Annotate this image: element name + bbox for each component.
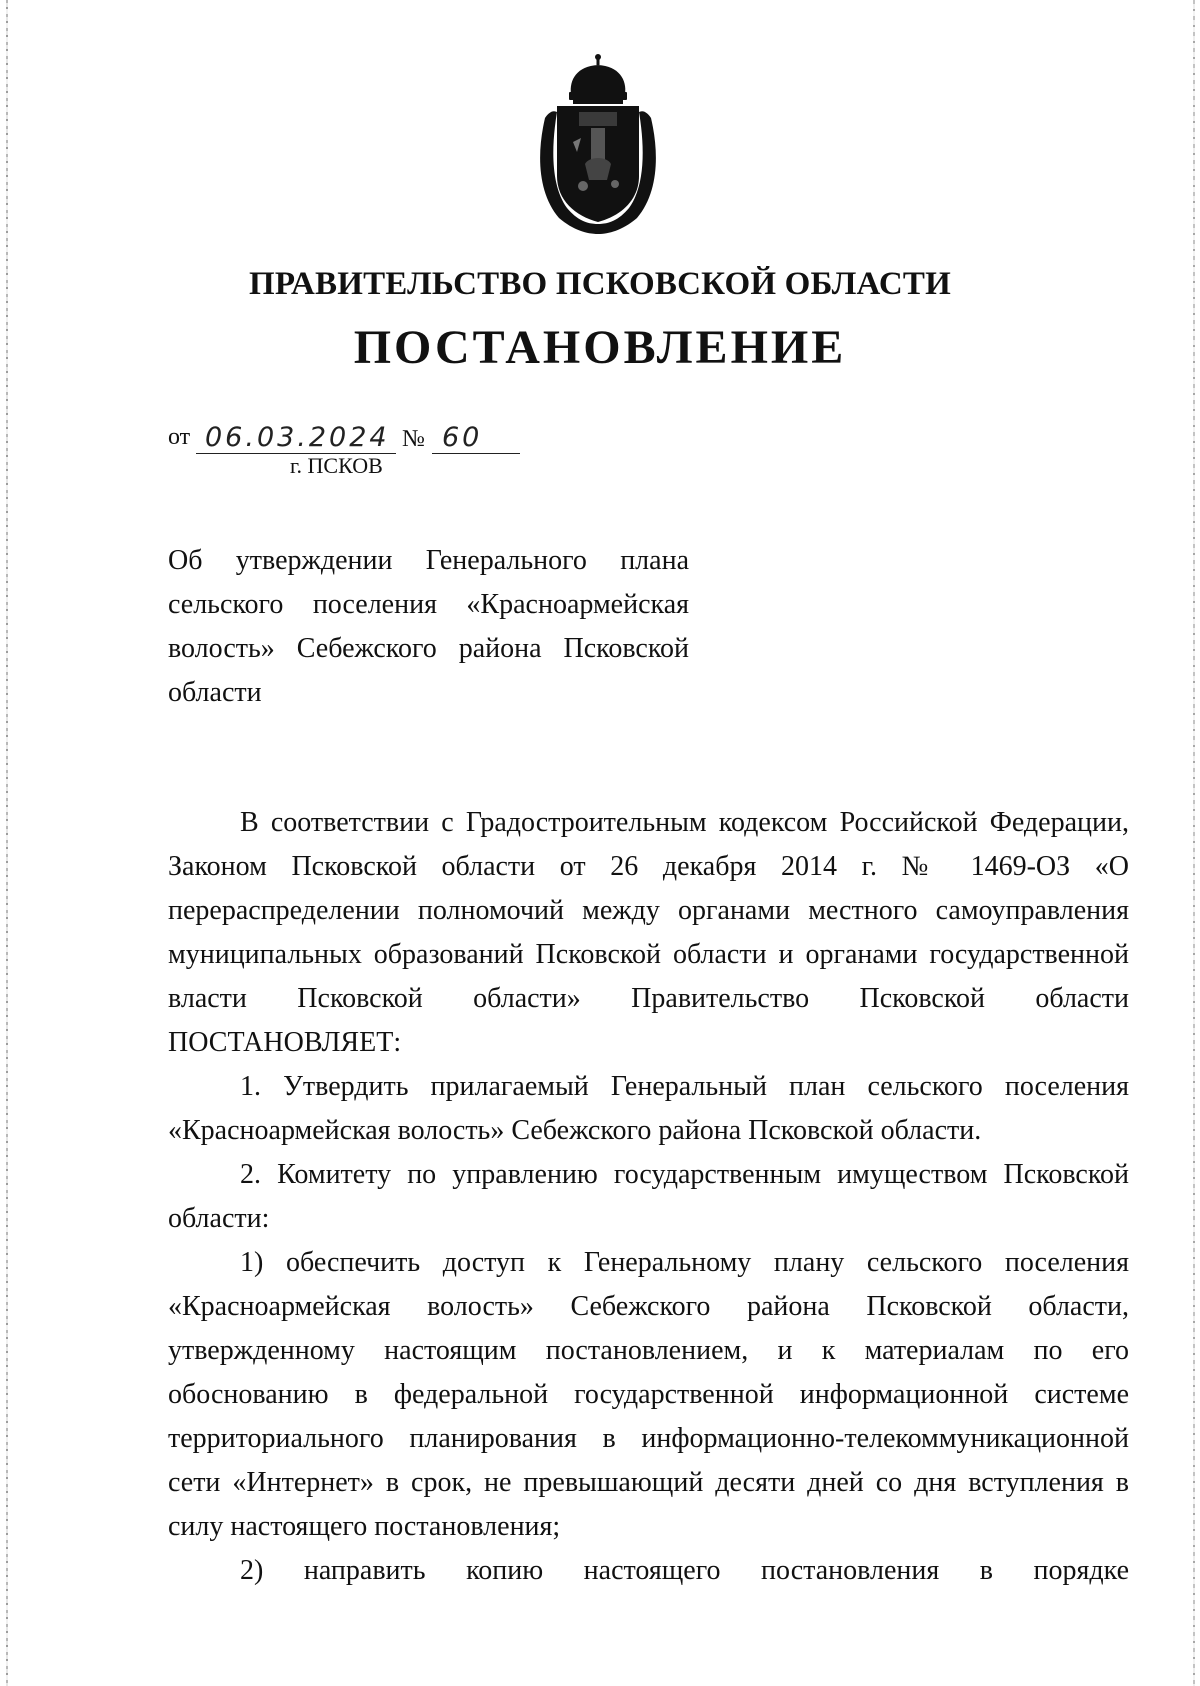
scan-edge-left	[6, 0, 8, 1686]
number-underline	[432, 453, 520, 454]
document-body	[168, 801, 1129, 1593]
paragraph-item-1: 1. Утвердить прилагаемый Генеральный план сельского поселения «Красноармейская волость» Себежского района Псковской области.	[168, 1071, 1129, 1146]
scan-edge-right	[1193, 0, 1195, 1686]
date-prefix: от	[168, 424, 191, 450]
document-date: 06.03.2024	[205, 422, 390, 453]
document-number: 60	[442, 422, 483, 453]
paragraph-item-2: 2. Комитету по управлению государственным имуществом Псковской области:	[168, 1159, 1129, 1234]
organization-title: ПРАВИТЕЛЬСТВО ПСКОВСКОЙ ОБЛАСТИ	[248, 266, 952, 302]
document-type: ПОСТАНОВЛЕНИЕ	[353, 321, 847, 374]
coat-of-arms-icon	[533, 52, 663, 236]
paragraph-preamble: В соответствии с Градостроительным кодексом Российской Федерации, Законом Псковской области от 26 декабря 2014 г. № 1469-ОЗ «О перераспределении полномочий между органами местного самоуправления муниципальных образований Псковской области и органами государственной власти Псковской области» Правительство Псковской области ПОСТАНОВЛЯЕТ:	[168, 807, 1129, 1058]
paragraph-subitem-1: 1) обеспечить доступ к Генеральному плану сельского поселения «Красноармейская волость» Себежского района Псковской области, утвержденному настоящим постановлением, и к материалам по его обоснованию в федеральной государственной информационной системе территориального планирования в информационно-телекоммуникационной сети «Интернет» в срок, не превышающий десяти дней со дня вступления в силу настоящего постановления;	[168, 1247, 1129, 1542]
document-subject: Об утверждении Генерального плана сельского поселения «Красноармейская волость» Себежского района Псковской области	[168, 545, 689, 708]
paragraph-subitem-2: 2) направить копию настоящего постановления в порядке	[240, 1555, 1129, 1586]
city: г. ПСКОВ	[290, 453, 383, 478]
number-prefix: №	[402, 426, 425, 452]
